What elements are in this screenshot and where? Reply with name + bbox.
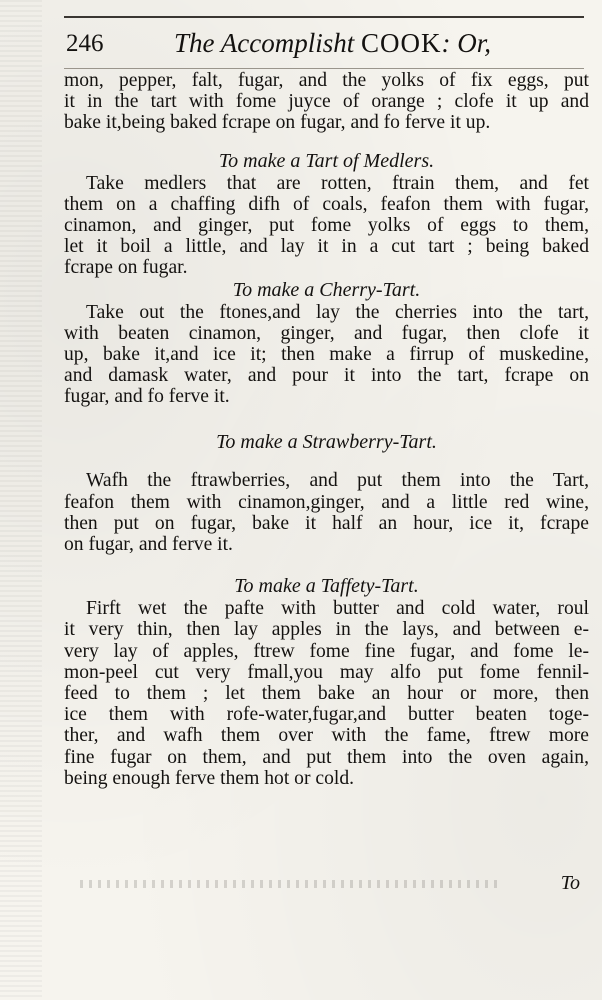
top-rule xyxy=(64,16,584,18)
text-line: ther, and wafh them over with the fame, ftrew more xyxy=(64,725,589,747)
recipe-heading-taffety: To make a Taffety-Tart. xyxy=(234,575,419,598)
text-line: Firft wet the pafte with butter and cold water, roul xyxy=(86,598,589,620)
text-line: ice them with rofe-water,fugar,and butter beaten toge- xyxy=(64,704,589,726)
text-line: mon, pepper, falt, fugar, and the yolks of fix eggs, put xyxy=(64,70,589,91)
running-title-rest: : Or, xyxy=(441,28,492,58)
text-line: being enough ferve them hot or cold. xyxy=(64,767,355,789)
text-line: very lay of apples, ftrew fome fine fugar, and fome le- xyxy=(64,640,589,662)
text-line: it very thin, then lay apples in the lays, and between e- xyxy=(64,619,589,641)
text-line: and damask water, and pour it into the tart, fcrape on xyxy=(64,365,589,387)
running-title-caps: COOK xyxy=(360,28,442,58)
text-line: it in the tart with fome juyce of orange ; clofe it up and xyxy=(64,91,589,113)
gutter-shadow xyxy=(0,0,42,1000)
page-number: 246 xyxy=(66,30,104,57)
text-line: up, bake it,and ice it; then make a firrup of muskedine, xyxy=(64,343,589,365)
running-title-italic: The Accomplisht xyxy=(174,28,355,58)
recipe-text xyxy=(64,70,589,789)
text-line: Wafh the ftrawberries, and put them into the Tart, xyxy=(86,470,589,492)
text-line: let it boil a little, and lay it in a cut tart ; being baked xyxy=(64,236,589,258)
text-line: mon-peel cut very fmall,you may alfo put fome fennil- xyxy=(64,661,589,683)
header-rule xyxy=(64,68,584,69)
text-line: cinamon, and ginger, put fome yolks of eggs to them, xyxy=(64,214,589,236)
recipe-heading-strawberry: To make a Strawberry-Tart. xyxy=(216,431,437,454)
running-title xyxy=(174,28,491,59)
text-line: fugar, and fo ferve it. xyxy=(64,386,230,408)
recipe-heading-cherry: To make a Cherry-Tart. xyxy=(232,278,421,301)
text-line: feafon them with cinamon,ginger, and a little red wine, xyxy=(64,491,589,513)
text-line: them on a chaffing difh of coals, feafon them with fugar, xyxy=(64,193,589,215)
recipe-heading-medlers: To make a Tart of Medlers. xyxy=(218,149,435,172)
text-line: then put on fugar, bake it half an hour, ice it, fcrape xyxy=(64,512,589,534)
text-line: fine fugar on them, and put them into the oven again, xyxy=(64,746,589,768)
text-line: Take medlers that are rotten, ftrain them, and fet xyxy=(86,172,589,194)
running-header xyxy=(64,24,584,60)
text-line: on fugar, and ferve it. xyxy=(64,534,233,555)
text-line: bake it,being baked fcrape on fugar, and fo ferve it up. xyxy=(64,112,491,134)
text-line: with beaten cinamon, ginger, and fugar, then clofe it xyxy=(64,322,589,344)
print-smudge xyxy=(80,880,500,888)
text-line: Take out the ftones,and lay the cherries into the tart, xyxy=(86,301,589,323)
catchword: To xyxy=(560,872,580,894)
text-line: feed to them ; let them bake an hour or more, then xyxy=(64,682,589,704)
text-line: fcrape on fugar. xyxy=(64,257,188,279)
